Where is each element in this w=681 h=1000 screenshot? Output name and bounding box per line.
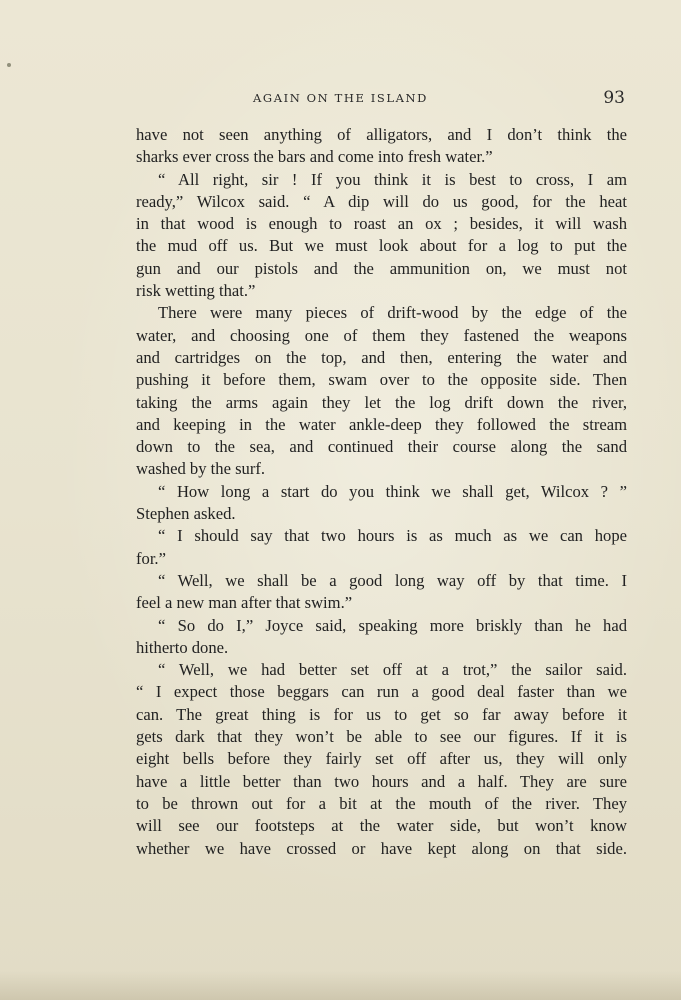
body-text [136, 124, 627, 860]
text-line: pushing it before them, swam over to the opposite side. Then [136, 370, 627, 390]
text-line: Stephen asked. [136, 504, 236, 524]
page-number: 93 [603, 88, 625, 108]
text-line: “ I should say that two hours is as much as we can hope [158, 526, 627, 546]
text-line: ready,” Wilcox said. “ A dip will do us good, for the heat [136, 191, 627, 211]
text-line: washed by the surf. [136, 459, 266, 479]
text-line: the mud off us. But we must look about for a log to put the [136, 236, 627, 256]
text-line: hitherto done. [136, 637, 229, 657]
text-line: gets dark that they won’t be able to see our figures. If it is [136, 727, 627, 747]
page-edge-shadow [0, 970, 681, 1000]
text-line: and keeping in the water ankle-deep they followed the stream [136, 414, 627, 434]
text-line: and cartridges on the top, and then, entering the water and [136, 347, 627, 367]
text-line: risk wetting that.” [136, 281, 256, 301]
text-line: “ I expect those beggars can run a good deal faster than we [136, 682, 627, 702]
text-line: in that wood is enough to roast an ox ; besides, it will wash [136, 214, 627, 234]
paper-speck [7, 63, 11, 67]
text-line: whether we have crossed or have kept along on that side. [136, 838, 627, 858]
running-head: AGAIN ON THE ISLAND [253, 91, 428, 105]
text-line: “ So do I,” Joyce said, speaking more briskly than he had [158, 615, 627, 635]
text-line: have a little better than two hours and a half. They are sure [136, 771, 627, 791]
text-line: to be thrown out for a bit at the mouth of the river. They [136, 793, 627, 813]
text-line: will see our footsteps at the water side, but won’t know [136, 816, 627, 836]
text-line: eight bells before they fairly set off after us, they will only [136, 749, 627, 769]
text-line: can. The great thing is for us to get so far away before it [136, 704, 627, 724]
text-line: “ Well, we had better set off at a trot,” the sailor said. [158, 660, 627, 680]
text-line: sharks ever cross the bars and come into fresh water.” [136, 147, 493, 167]
text-line: for.” [136, 548, 166, 568]
text-line: feel a new man after that swim.” [136, 593, 353, 613]
text-line: “ How long a start do you think we shall get, Wilcox ? ” [158, 481, 627, 501]
page-header [0, 88, 681, 110]
text-line: water, and choosing one of them they fastened the weapons [136, 325, 627, 345]
text-line: have not seen anything of alligators, and I don’t think the [136, 125, 627, 144]
text-line: down to the sea, and continued their course along the sand [136, 437, 627, 457]
text-line: taking the arms again they let the log drift down the river, [136, 392, 627, 412]
text-line: “ Well, we shall be a good long way off by that time. I [158, 570, 627, 590]
text-line: There were many pieces of drift-wood by the edge of the [158, 303, 627, 323]
text-line: gun and our pistols and the ammunition on, we must not [136, 258, 627, 278]
text-line: “ All right, sir ! If you think it is best to cross, I am [158, 169, 627, 189]
